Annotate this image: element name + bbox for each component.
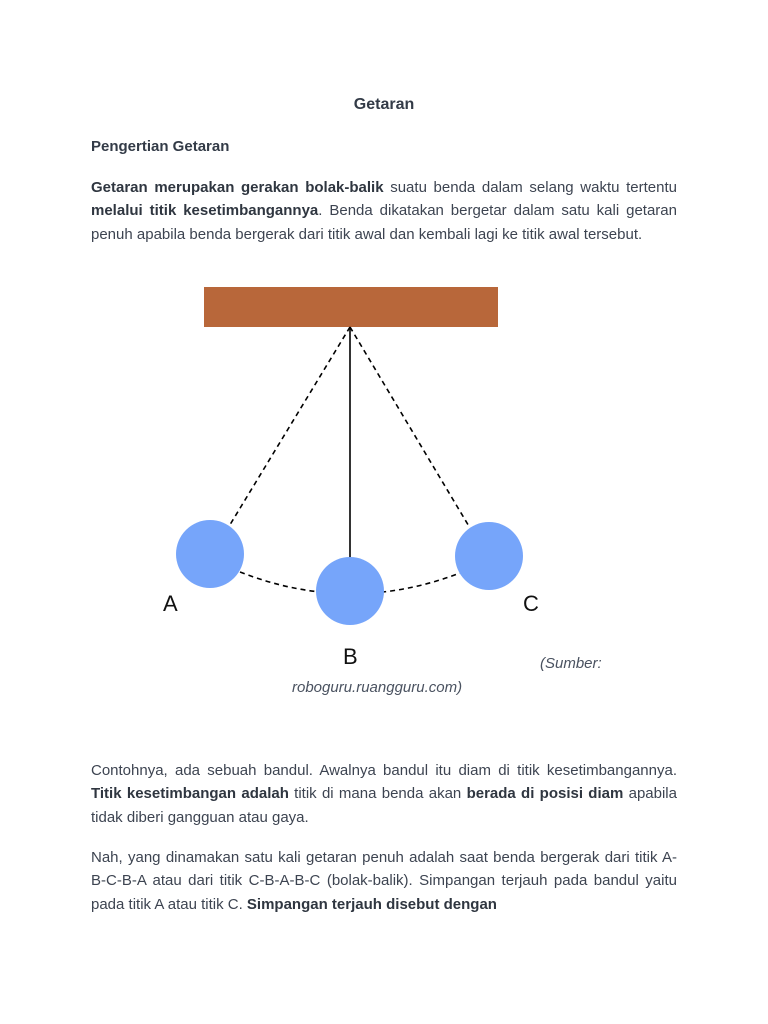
pendulum-diagram — [150, 280, 550, 675]
pendulum-support — [204, 287, 498, 327]
body-text: apabila tidak diberi gangguan atau gaya. — [91, 785, 677, 826]
figure-caption-source: (Sumber: — [540, 655, 602, 672]
body-text: suatu benda dalam selang waktu tertentu — [383, 179, 677, 196]
label-a: A — [163, 591, 178, 616]
pendulum-bob-a — [176, 520, 244, 588]
bold-text: Simpangan terjauh disebut dengan — [246, 895, 497, 913]
bold-text: Getaran merupakan gerakan bolak-balik — [91, 179, 384, 196]
body-text: Contohnya, ada sebuah bandul. Awalnya bandul itu diam di titik kesetimbangannya. — [91, 762, 677, 779]
label-b: B — [343, 644, 358, 669]
page-title: Getaran — [353, 96, 415, 113]
pendulum-bob-b — [316, 557, 384, 625]
bold-text: berada di posisi diam — [466, 785, 624, 803]
body-text: Nah, yang dinamakan satu kali getaran penuh adalah saat benda bergerak dari titik A-B-C-B-A atau dari titik C-B-A-B-C (bolak-balik). Simpangan terjauh pada bandul yaitu pada titik A atau titik C. — [91, 849, 677, 913]
bold-text: Titik kesetimbangan adalah — [91, 785, 289, 803]
label-c: C — [523, 591, 539, 616]
pendulum-bob-c — [455, 522, 523, 590]
section-heading: Pengertian Getaran — [91, 138, 230, 155]
paragraph-full-vibration — [91, 846, 677, 916]
paragraph-definition — [91, 176, 677, 246]
paragraph-example — [91, 759, 677, 829]
figure-caption-url: roboguru.ruangguru.com) — [292, 679, 463, 696]
body-text: . Benda dikatakan bergetar dalam satu kali getaran penuh apabila benda bergerak dari titik awal dan kembali lagi ke titik awal tersebut. — [91, 202, 677, 243]
bold-text: melalui titik kesetimbangannya — [91, 202, 319, 220]
pendulum-string-right-dashed — [350, 327, 470, 528]
body-text: titik di mana benda akan — [288, 785, 467, 803]
pendulum-string-left-dashed — [228, 327, 350, 528]
